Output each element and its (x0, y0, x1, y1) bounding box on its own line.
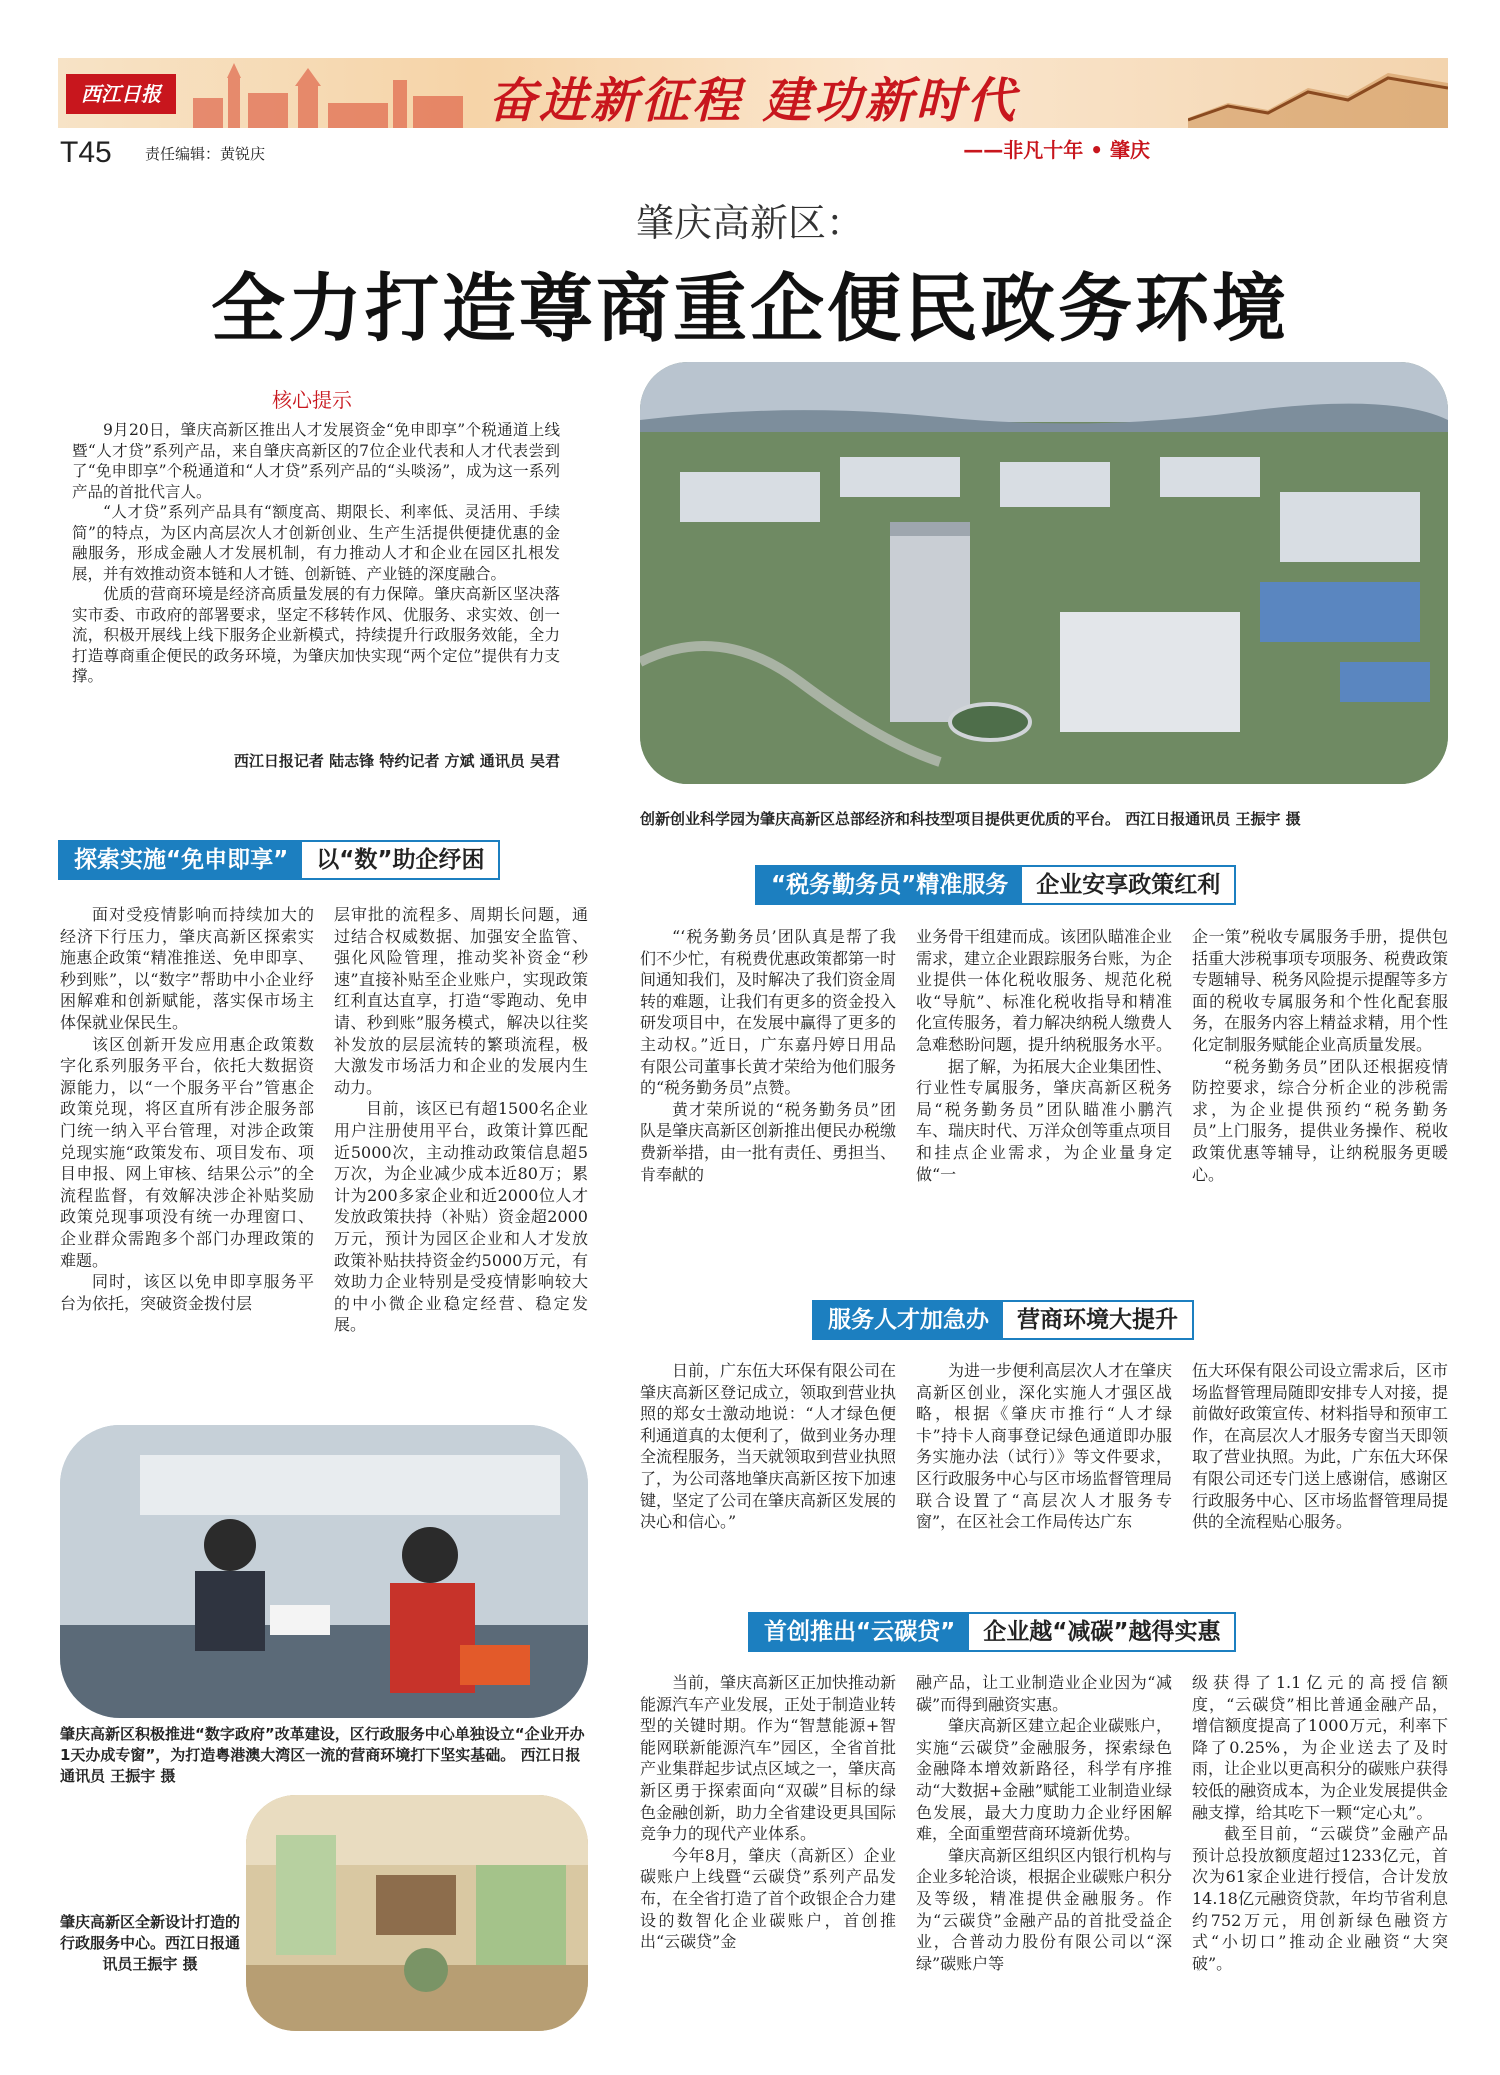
newspaper-logo: 西江日报 (66, 74, 176, 114)
section-body-1 (60, 904, 588, 1336)
paragraph: “税务勤务员”团队还根据疫情防控要求，综合分析企业的涉税需求，为企业提供预约“税务勤务员”上门服务，提供业务操作、税收政策优惠等辅导，让纳税服务更暖心。 (1192, 1056, 1448, 1184)
section-heading-right: 企业越“减碳”越得实惠 (983, 1619, 1221, 1645)
paragraph: 黄才荣所说的“税务勤务员”团队是肇庆高新区创新推出便民办税缴费新举措，由一批有责任、勇担当、肯奉献的 (640, 1099, 897, 1184)
paragraph: “‘税务勤务员’团队真是帮了我们不少忙，有税费优惠政策都第一时间通知我们，及时解决了我们资金周转的难题，让我们有更多的资金投入研发项目中，在发展中赢得了更多的主动权。”近日，广东嘉丹婷日用品有限公司董事长黄才荣给为他们服务的“税务勤务员”点赞。 (640, 927, 897, 1098)
section-heading-2 (755, 865, 1236, 905)
text-column (60, 904, 314, 1336)
editor-credit: 责任编辑：黄锐庆 (145, 145, 266, 163)
paragraph: 该区创新开发应用惠企政策数字化系列服务平台，依托大数据资源能力，以“一个服务平台”管惠企政策兑现，将区直所有涉企服务部门统一纳入平台管理，对涉企政策兑现实施“政策发布、项目发布、项目申报、网上审核、结果公示”的全流程监督，有效解决涉企补贴奖励政策兑现事项没有统一办理窗口、企业群众需跑多个部门办理政策的难题。 (60, 1034, 314, 1270)
core-paragraph: 优质的营商环境是经济高质量发展的有力保障。肇庆高新区坚决落实市委、市政府的部署要求，坚定不移转作风、优服务、求实效、创一流，积极开展线上线下服务企业新模式，持续提升行政服务效能，全力打造尊商重企便民的政务环境，为肇庆加快实现“两个定位”提供有力支撑。 (72, 585, 560, 685)
paragraph: 肇庆高新区建立起企业碳账户，实施“云碳贷”金融服务，探索绿色金融降本增效新路径，科学有序推动“大数据+金融”赋能工业制造业绿色发展，最大力度助力企业纾困解难，全面重塑营商环境新优势。 (916, 1716, 1173, 1844)
paragraph: 为进一步便利高层次人才在肇庆高新区创业，深化实施人才强区战略，根据《肇庆市推行“人才绿卡”持卡人商事登记绿色通道即办服务实施办法（试行）》等文件要求，区行政服务中心与区市场监督管理局联合设置了“高层次人才服务专窗”，在区社会工作局传达广东 (916, 1361, 1173, 1532)
core-paragraph: 9月20日，肇庆高新区推出人才发展资金“免申即享”个税通道上线暨“人才贷”系列产品，来自肇庆高新区的7位企业代表和人才代表尝到了“免申即享”个税通道和“人才贷”系列产品的“头啖汤”，成为这一系列产品的首批代言人。 (72, 421, 560, 501)
core-tip-title: 核心提示 (272, 388, 352, 412)
paragraph: 目前，该区已有超1500名企业用户注册使用平台，政策计算匹配近5000次，主动推动政策信息超5万次，为企业减少成本近80万；累计为200多家企业和近2000位人才发放政策扶持（补贴）资金超2000万元，预计为园区企业和人才发放政策补贴扶持资金约5000万元，有效助力企业特别是受疫情影响较大的中小微企业稳定经营、稳定发展。 (334, 1099, 588, 1335)
paragraph: 当前，肇庆高新区正加快推动新能源汽车产业发展，正处于制造业转型的关键时期。作为“智慧能源+智能网联新能源汽车”园区，全省首批产业集群起步试点区域之一，肇庆高新区勇于探索面向“双碳”目标的绿色金融创新，助力全省建设更具国际竞争力的现代产业体系。 (640, 1673, 897, 1844)
section-heading-right: 营商环境大提升 (1017, 1307, 1178, 1333)
section-heading-right: 以“数”助企纾困 (316, 847, 485, 873)
section-heading-4 (748, 1612, 1236, 1652)
section-heading-left: “税务勤务员”精准服务 (757, 867, 1022, 903)
core-paragraph: “人才贷”系列产品具有“额度高、期限长、利率低、灵活用、手续简”的特点，为区内高层次人才创新创业、生产生活提供便捷优惠的金融服务，形成金融人才发展机制，有力推动人才和企业在园区扎根发展，并有效推动资本链和人才链、创新链、产业链的深度融合。 (72, 503, 560, 583)
paragraph: 融产品，让工业制造业企业因为“减碳”而得到融资实惠。 (916, 1673, 1172, 1714)
paragraph: 级获得了1.1亿元的高授信额度，“云碳贷”相比普通金融产品，增信额度提高了1000万元，利率下降了0.25%，为企业送去了及时雨，让企业以更高积分的碳账户获得较低的融资成本，为企业发展提供金融支撑，给其吃下一颗“定心丸”。 (1192, 1673, 1449, 1822)
paragraph: 日前，广东伍大环保有限公司在肇庆高新区登记成立，领取到营业执照的郑女士激动地说：“人才绿色便利通道真的太便利了，做到业务办理全流程服务，当天就领取到营业执照了，为公司落地肇庆高新区按下加速键，坚定了公司在肇庆高新区发展的决心和信心。” (640, 1361, 897, 1532)
paragraph: 截至目前，“云碳贷”金融产品预计总投放额度超过1233亿元，首次为61家企业进行授信，合计发放14.18亿元融资贷款，年均节省利息约752万元，用创新绿色融资方式“小切口”推动企业融资“大突破”。 (1192, 1824, 1448, 1973)
text-column (1192, 926, 1448, 1185)
service-hall-caption: 肇庆高新区全新设计打造的行政服务中心。西江日报通讯员王振宇 摄 (60, 1913, 241, 1973)
text-column (640, 1360, 896, 1533)
paragraph: 今年8月，肇庆（高新区）企业碳账户上线暨“云碳贷”系列产品发布，在全省打造了首个政银企合力建设的数智化企业碳账户，首创推出“云碳贷”金 (640, 1845, 897, 1952)
paragraph: 肇庆高新区组织区内银行机构与企业多轮洽谈，根据企业碳账户积分及等级，精准提供金融服务。作为“云碳贷”金融产品的首批受益企业，合普动力股份有限公司以“深绿”碳账户等 (916, 1845, 1173, 1973)
paragraph: 伍大环保有限公司设立需求后，区市场监督管理局随即安排专人对接，提前做好政策宣传、材料指导和预审工作，在高层次人才服务专窗当天即领取了营业执照。为此，广东伍大环保有限公司还专门送上感谢信，感谢区行政服务中心、区市场监督管理局提供的全流程贴心服务。 (1192, 1361, 1449, 1532)
masthead-banner (58, 58, 1448, 128)
section-heading-left: 服务人才加急办 (814, 1302, 1003, 1338)
text-column (334, 904, 588, 1336)
paragraph: 面对受疫情影响而持续加大的经济下行压力，肇庆高新区探索实施惠企政策“精准推送、免申即享、秒到账”，以“数字”帮助中小企业纾困解难和创新赋能，落实保市场主体保就业保民生。 (60, 905, 314, 1032)
paragraph: 层审批的流程多、周期长问题，通过结合权威数据、加强安全监管、强化风险管理，推动奖补资金“秒速”直接补贴至企业账户，实现政策红利直达直享，打造“零跑动、免申请、秒到账”服务模式，解决以往奖补发放的层层流转的繁琐流程，极大激发市场活力和企业的发展内生动力。 (334, 905, 588, 1097)
section-body-2 (640, 926, 1448, 1185)
paragraph: 业务骨干组建而成。该团队瞄准企业需求，建立企业跟踪服务台账，为企业提供一体化税收服务、规范化税收“导航”、标准化税收指导和精准化宣传服务，着力解决纳税人缴费人急难愁盼问题，提升纳税服务水平。 (916, 927, 1173, 1054)
section-heading-1 (58, 840, 500, 880)
service-counter-photo (60, 1425, 588, 1718)
section-heading-left: 探索实施“免申即享” (60, 842, 302, 878)
service-hall-photo (246, 1795, 588, 2031)
headline-kicker: 肇庆高新区： (635, 201, 864, 245)
section-heading-left: 首创推出“云碳贷” (750, 1614, 969, 1650)
aerial-photo (640, 362, 1448, 784)
sub-slogan: ——非凡十年 • 肇庆 (963, 138, 1150, 162)
text-column (916, 1672, 1172, 1974)
core-tip-body (72, 420, 560, 687)
paragraph: 据了解，为拓展大企业集团性、行业性专属服务，肇庆高新区税务局“税务勤务员”团队瞄准小鹏汽车、瑞庆时代、万洋众创等重点项目和挂点企业需求，为企业量身定做“一 (916, 1056, 1173, 1184)
paragraph: 同时，该区以免申即享服务平台为依托，突破资金拨付层 (60, 1272, 314, 1313)
service-counter-caption: 肇庆高新区积极推进“数字政府”改革建设，区行政服务中心单独设立“企业开办1天办成专窗”，为打造粤港澳大湾区一流的营商环境打下坚实基础。 西江日报通讯员 王振宇 摄 (60, 1725, 585, 1785)
slogan: 奋进新征程 建功新时代 (488, 73, 1018, 128)
great-wall-icon (1188, 58, 1448, 128)
page-number: T45 (60, 136, 112, 169)
text-column (1192, 1672, 1448, 1974)
section-heading-3 (812, 1300, 1194, 1340)
byline: 西江日报记者 陆志锋 特约记者 方斌 通讯员 吴君 (233, 752, 560, 770)
section-heading-right: 企业安享政策红利 (1036, 872, 1221, 898)
headline-title: 全力打造尊商重企便民政务环境 (211, 266, 1289, 352)
text-column (916, 1360, 1172, 1533)
skyline-icon (183, 58, 483, 128)
text-column (640, 926, 896, 1185)
paragraph: 企一策”税收专属服务手册，提供包括重大涉税事项专项服务、税费政策专题辅导、税务风险提示提醒等多方面的税收专属服务和个性化配套服务，在服务内容上精益求精，用个性化定制服务赋能企业高质量发展。 (1192, 927, 1449, 1054)
section-body-3 (640, 1360, 1448, 1533)
text-column (640, 1672, 896, 1974)
text-column (1192, 1360, 1448, 1533)
section-body-4 (640, 1672, 1448, 1974)
aerial-photo-caption: 创新创业科学园为肇庆高新区总部经济和科技型项目提供更优质的平台。 西江日报通讯员 王振宇 摄 (640, 810, 1301, 828)
text-column (916, 926, 1172, 1185)
